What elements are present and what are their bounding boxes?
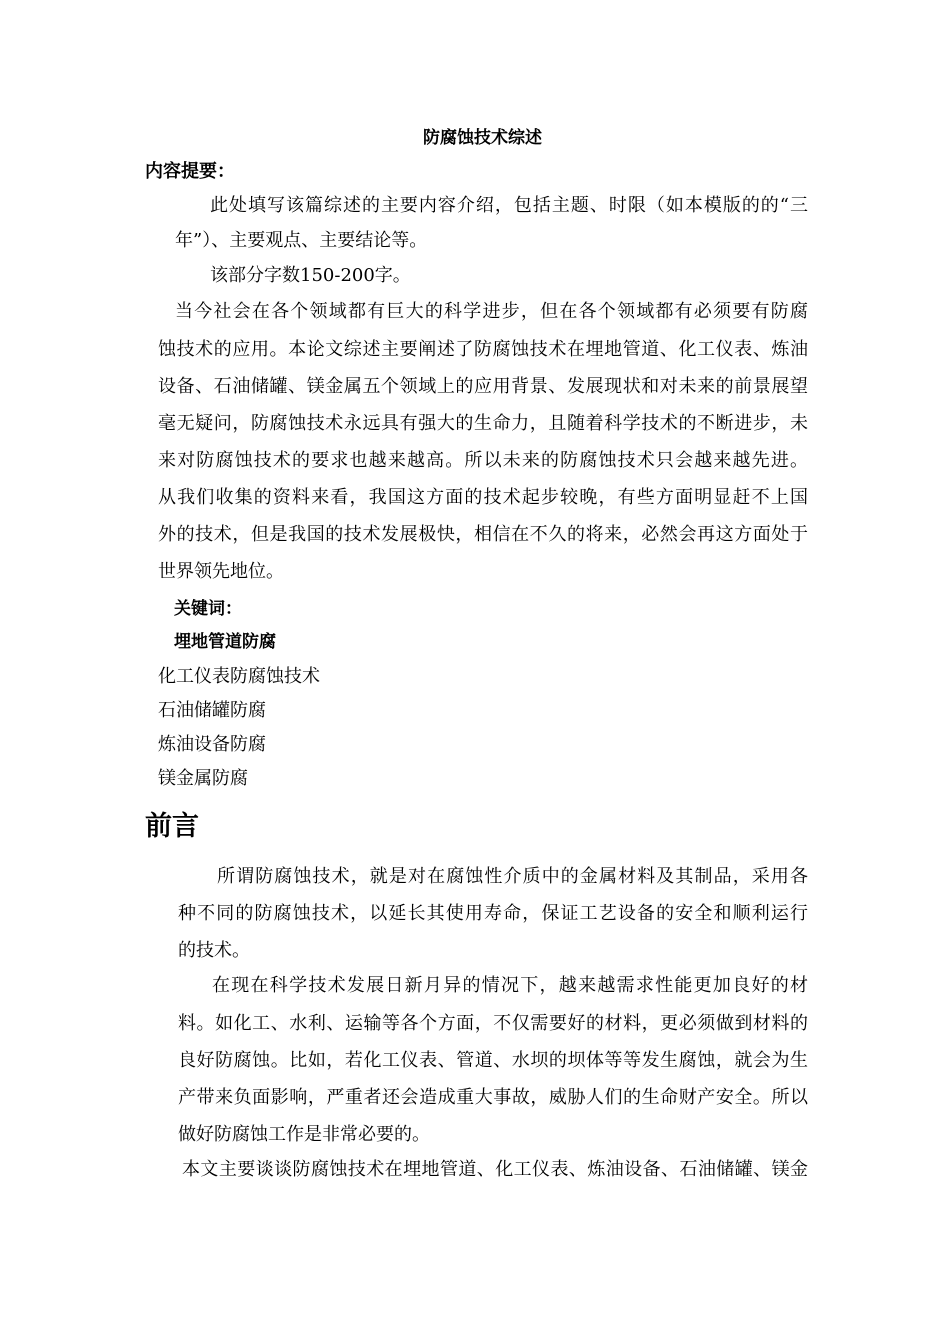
preface-paragraph-line: 所谓防腐蚀技术，就是对在腐蚀性介质中的金属材料及其制品，采用各 bbox=[217, 866, 808, 887]
preface-paragraph-line: 种不同的防腐蚀技术，以延长其使用寿命，保证工艺设备的安全和顺利运行 bbox=[178, 903, 808, 924]
abstract-intro-line: 该部分字数150-200字。 bbox=[210, 265, 411, 286]
abstract-body-line: 毫无疑问，防腐蚀技术永远具有强大的生命力，且随着科学技术的不断进步，未 bbox=[158, 413, 808, 434]
keyword-item: 石油储罐防腐 bbox=[158, 700, 266, 721]
document-title: 防腐蚀技术综述 bbox=[423, 128, 542, 148]
keyword-item: 埋地管道防腐 bbox=[174, 632, 276, 652]
abstract-heading: 内容提要： bbox=[145, 161, 235, 182]
keyword-item: 镁金属防腐 bbox=[158, 768, 248, 789]
preface-heading: 前言 bbox=[145, 811, 199, 842]
abstract-body-line: 从我们收集的资料来看，我国这方面的技术起步较晚，有些方面明显赶不上国 bbox=[158, 487, 808, 508]
keyword-item: 炼油设备防腐 bbox=[158, 734, 266, 755]
preface-paragraph-line: 料。如化工、水利、运输等各个方面，不仅需要好的材料，更必须做到材料的 bbox=[178, 1013, 808, 1034]
preface-paragraph-line: 产带来负面影响，严重者还会造成重大事故，威胁人们的生命财产安全。所以 bbox=[178, 1087, 808, 1108]
abstract-body-line: 设备、石油储罐、镁金属五个领域上的应用背景、发展现状和对未来的前景展望 bbox=[158, 376, 808, 397]
preface-paragraph-line: 良好防腐蚀。比如，若化工仪表、管道、水坝的坝体等等发生腐蚀，就会为生 bbox=[178, 1050, 808, 1071]
keywords-heading: 关键词： bbox=[174, 599, 242, 619]
abstract-body-line: 来对防腐蚀技术的要求也越来越高。所以未来的防腐蚀技术只会越来越先进。 bbox=[158, 450, 808, 471]
keyword-item: 化工仪表防腐蚀技术 bbox=[158, 666, 320, 687]
abstract-intro-line: 年”）、主要观点、主要结论等。 bbox=[175, 230, 428, 251]
abstract-body-line: 外的技术，但是我国的技术发展极快，相信在不久的将来，必然会再这方面处于 bbox=[158, 524, 808, 545]
abstract-body-line: 当今社会在各个领域都有巨大的科学进步，但在各个领域都有必须要有防腐 bbox=[175, 301, 808, 322]
abstract-intro-line: 此处填写该篇综述的主要内容介绍，包括主题、时限（如本模版的的“三 bbox=[210, 195, 808, 216]
preface-paragraph-line: 做好防腐蚀工作是非常必要的。 bbox=[178, 1124, 430, 1145]
preface-paragraph-line: 本文主要谈谈防腐蚀技术在埋地管道、化工仪表、炼油设备、石油储罐、镁金 bbox=[182, 1159, 808, 1180]
preface-paragraph-line: 在现在科学技术发展日新月异的情况下，越来越需求性能更加良好的材 bbox=[212, 975, 808, 996]
abstract-body-line: 蚀技术的应用。本论文综述主要阐述了防腐蚀技术在埋地管道、化工仪表、炼油 bbox=[158, 339, 808, 360]
abstract-body-line: 世界领先地位。 bbox=[158, 561, 284, 582]
preface-paragraph-line: 的技术。 bbox=[178, 940, 250, 961]
